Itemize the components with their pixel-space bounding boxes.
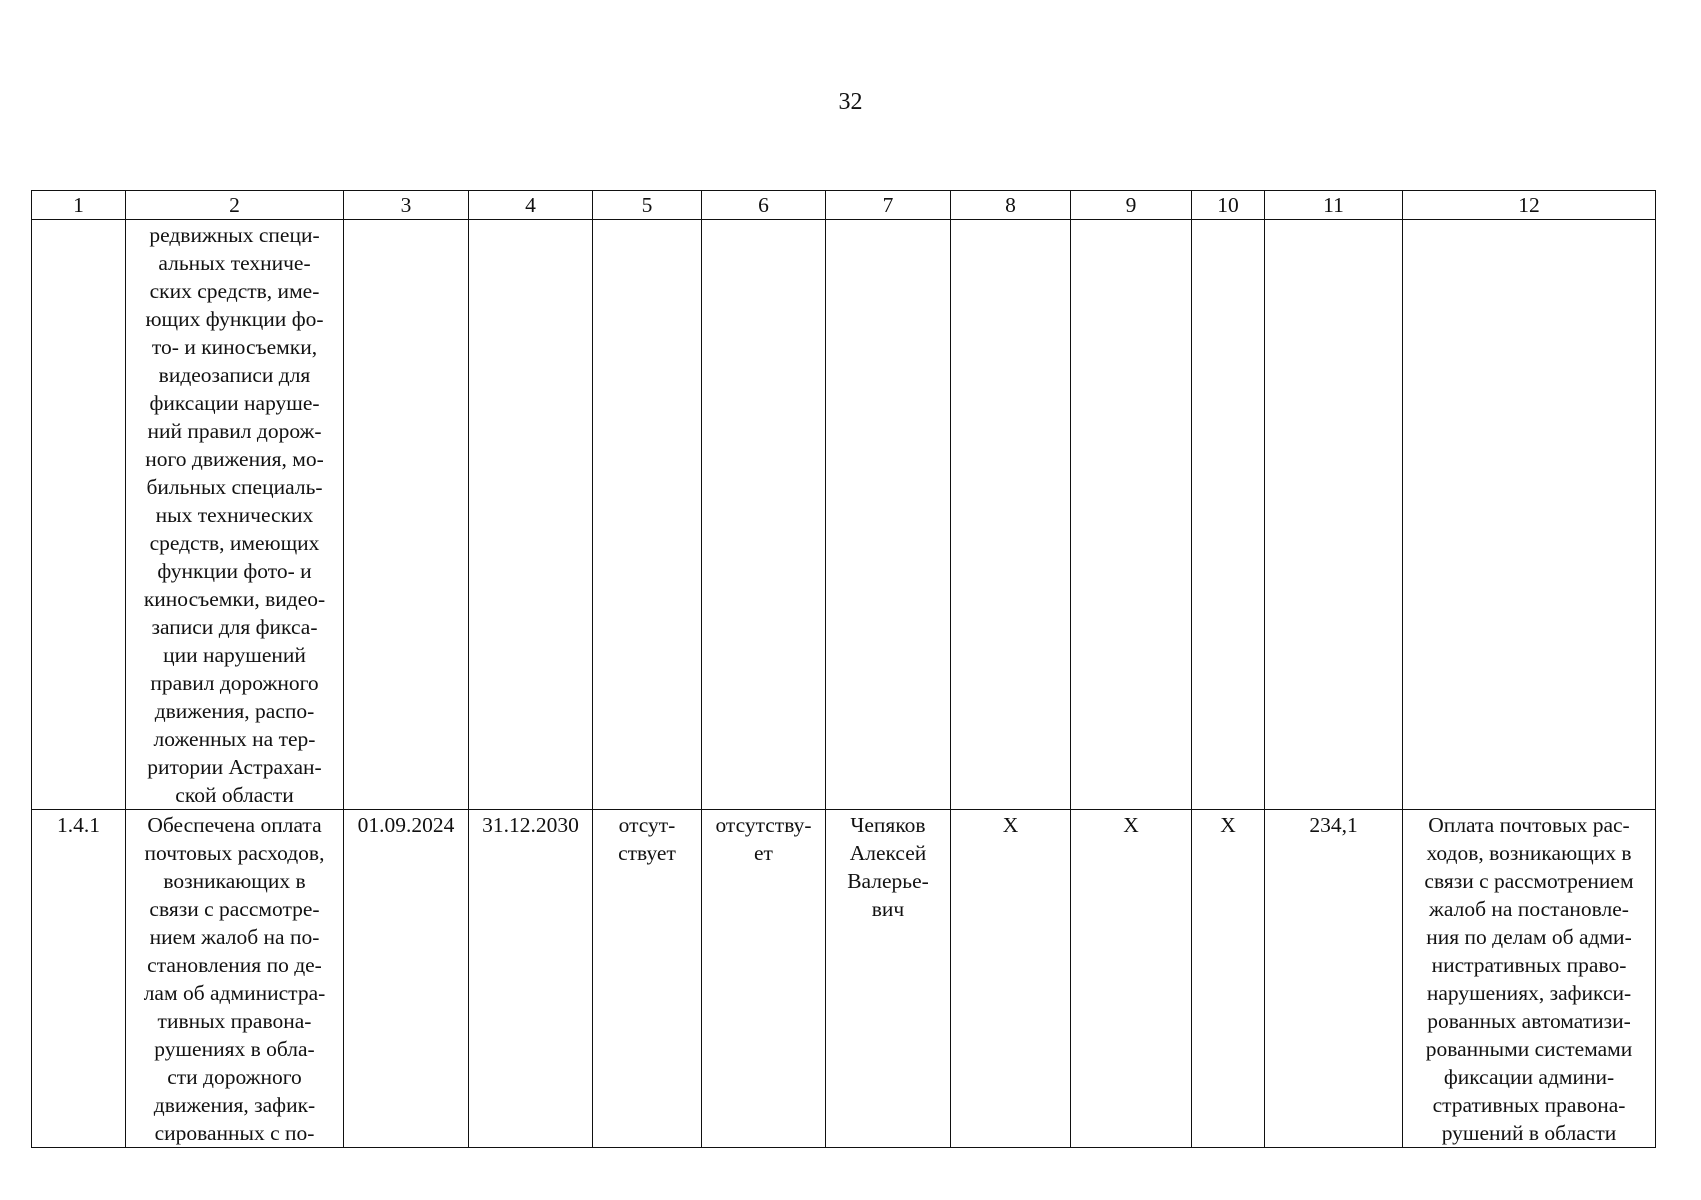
table-cell: Х: [951, 810, 1071, 1148]
table-cell: [951, 220, 1071, 810]
table-cell: [1192, 220, 1265, 810]
column-number: 9: [1071, 191, 1192, 220]
activity-description-cell: Обеспечена оплата почтовых расходов, возникающих в связи с рассмотре- нием жалоб на по- становления по де- лам об администра- тивных правона- рушениях в обла- сти дорожного движения, зафик- сированных с по-: [126, 810, 344, 1148]
table-cell: [593, 220, 702, 810]
table-row: [32, 220, 1656, 810]
column-number: 2: [126, 191, 344, 220]
column-number: 10: [1192, 191, 1265, 220]
column-number: 1: [32, 191, 126, 220]
table-cell: Х: [1192, 810, 1265, 1148]
table-cell: [702, 220, 826, 810]
column-number: 11: [1265, 191, 1403, 220]
responsible-person-cell: Чепяков Алексей Валерье- вич: [826, 810, 951, 1148]
column-number: 6: [702, 191, 826, 220]
column-number: 5: [593, 191, 702, 220]
table-cell: отсут- ствует: [593, 810, 702, 1148]
end-date-cell: [469, 220, 593, 810]
page-number: 32: [838, 89, 863, 115]
column-number: 3: [344, 191, 469, 220]
result-description-cell: [1403, 220, 1656, 810]
column-number: 8: [951, 191, 1071, 220]
amount-cell: 234,1: [1265, 810, 1403, 1148]
result-description-cell: Оплата почтовых рас- ходов, возникающих в связи с рассмотрением жалоб на постановле- ния по делам об адми- нистративных право- нарушениях, зафикси- рованных автоматизи- рованными системами фиксации админи- стративных правона- рушений в области: [1403, 810, 1656, 1148]
column-number: 7: [826, 191, 951, 220]
row-number-cell: [32, 220, 126, 810]
start-date-cell: [344, 220, 469, 810]
end-date-cell: 31.12.2030: [469, 810, 593, 1148]
activities-table: [31, 190, 1656, 1148]
table-cell: отсутству- ет: [702, 810, 826, 1148]
amount-cell: [1265, 220, 1403, 810]
row-number-cell: 1.4.1: [32, 810, 126, 1148]
start-date-cell: 01.09.2024: [344, 810, 469, 1148]
responsible-person-cell: [826, 220, 951, 810]
table-cell: Х: [1071, 810, 1192, 1148]
activity-description-cell: редвижных специ- альных техниче- ских средств, име- ющих функции фо- то- и киносъемки, видеозаписи для фиксации наруше- ний правил дорож- ного движения, мо- бильных специаль- ных технических средств, имеющих функции фото- и киносъемки, видео- записи для фикса- ции нарушений правил дорожного движения, распо- ложенных на тер- ритории Астрахан- ской области: [126, 220, 344, 810]
column-number: 4: [469, 191, 593, 220]
column-number-row: [32, 191, 1656, 220]
table-cell: [1071, 220, 1192, 810]
table-row: [32, 810, 1656, 1148]
column-number: 12: [1403, 191, 1656, 220]
